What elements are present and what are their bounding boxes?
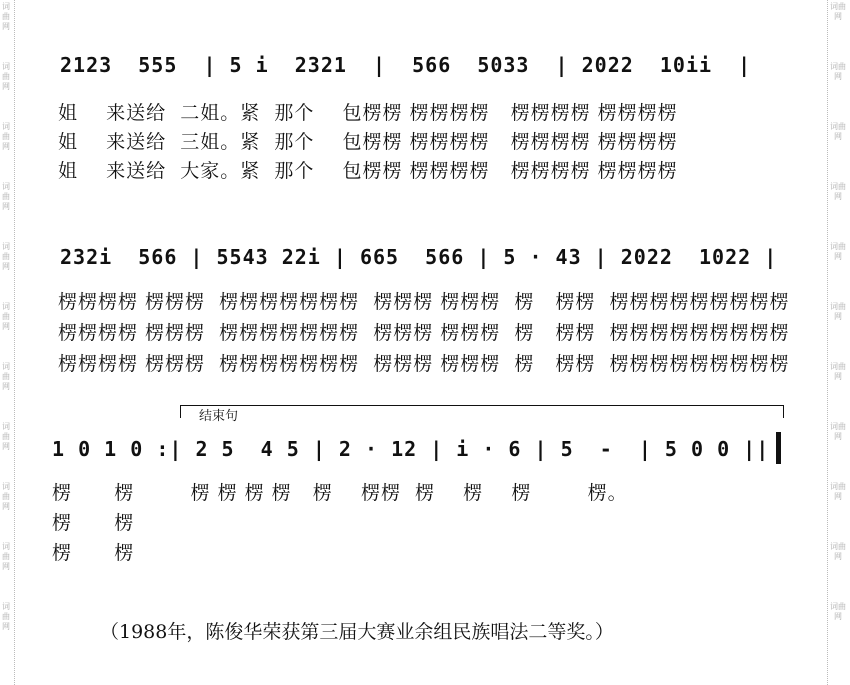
system-1-notation: 2123 555 | 5 i 2321 | 566 5033 | 2022 10ii | xyxy=(60,53,752,77)
watermark-label: 词曲网 xyxy=(830,242,846,261)
system-3-lyric-line-2: 楞 楞 xyxy=(52,512,135,534)
watermark-label: 词曲网 xyxy=(830,122,846,141)
watermark-label: 词曲网 xyxy=(2,542,10,571)
system-2-lyric-line-2: 楞楞楞楞 楞楞楞 楞楞楞楞楞楞楞 楞楞楞 楞楞楞 楞 楞楞 楞楞楞楞楞楞楞楞楞 xyxy=(58,322,790,344)
watermark-label: 词曲网 xyxy=(2,422,10,451)
award-footnote: （1988年，陈俊华荣获第三届大赛业余组民族唱法二等奖。） xyxy=(100,621,614,643)
watermark-label: 词曲网 xyxy=(2,2,10,31)
system-1-lyric-line-1: 姐 来送给 二姐。紧 那个 包楞楞 楞楞楞楞 楞楞楞楞 楞楞楞楞 xyxy=(58,102,678,124)
final-barline xyxy=(776,432,781,464)
watermark-label: 词曲网 xyxy=(2,182,10,211)
watermark-label: 词曲网 xyxy=(830,482,846,501)
watermark-label: 词曲网 xyxy=(830,302,846,321)
watermark-label: 词曲网 xyxy=(830,422,846,441)
system-3-lyric-line-1: 楞 楞 楞 楞 楞 楞 楞 楞楞 楞 楞 楞 楞。 xyxy=(52,482,628,504)
ending-label: 结束句 xyxy=(196,408,241,426)
system-2-notation: 232i 566 | 5543 22i | 665 566 | 5 · 43 | 2022 1022 | xyxy=(60,245,778,269)
watermark-label: 词曲网 xyxy=(830,542,846,561)
watermark-label: 词曲网 xyxy=(830,602,846,621)
watermark-label: 词曲网 xyxy=(2,482,10,511)
system-3-notation: 1 0 1 0 :| 2 5 4 5 | 2 · 12 | i · 6 | 5 - | 5 0 0 || xyxy=(52,437,770,461)
system-1-lyric-line-3: 姐 来送给 大家。紧 那个 包楞楞 楞楞楞楞 楞楞楞楞 楞楞楞楞 xyxy=(58,160,678,182)
system-3-lyric-line-3: 楞 楞 xyxy=(52,542,135,564)
watermark-label: 词曲网 xyxy=(2,122,10,151)
watermark-label: 词曲网 xyxy=(2,242,10,271)
system-2-lyric-line-3: 楞楞楞楞 楞楞楞 楞楞楞楞楞楞楞 楞楞楞 楞楞楞 楞 楞楞 楞楞楞楞楞楞楞楞楞 xyxy=(58,353,790,375)
watermark-label: 词曲网 xyxy=(2,302,10,331)
watermark-label: 词曲网 xyxy=(830,62,846,81)
watermark-label: 词曲网 xyxy=(830,2,846,21)
watermark-label: 词曲网 xyxy=(2,362,10,391)
system-1-lyric-line-2: 姐 来送给 三姐。紧 那个 包楞楞 楞楞楞楞 楞楞楞楞 楞楞楞楞 xyxy=(58,131,678,153)
system-2-lyric-line-1: 楞楞楞楞 楞楞楞 楞楞楞楞楞楞楞 楞楞楞 楞楞楞 楞 楞楞 楞楞楞楞楞楞楞楞楞 xyxy=(58,291,790,313)
watermark-label: 词曲网 xyxy=(830,362,846,381)
watermark-label: 词曲网 xyxy=(2,62,10,91)
watermark-label: 词曲网 xyxy=(830,182,846,201)
watermark-label: 词曲网 xyxy=(2,602,10,631)
ending-bracket xyxy=(180,405,784,418)
